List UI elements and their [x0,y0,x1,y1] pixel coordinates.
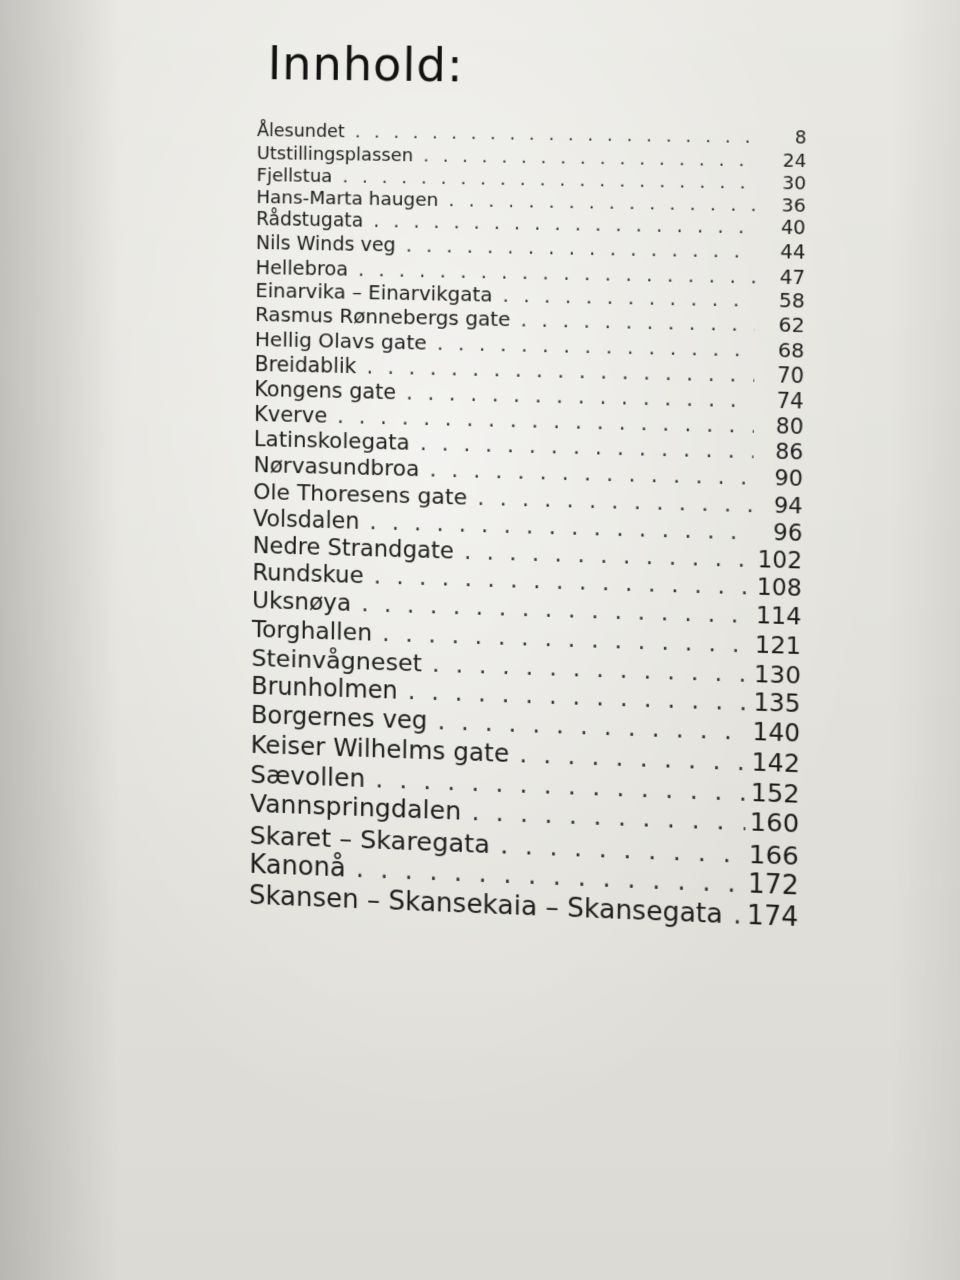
toc-entry-page-number: 70 [777,362,805,388]
toc-entry-label: Kverve [253,401,328,428]
toc-entry-page-number: 8 [794,128,807,149]
toc-entry-label: Torghallen [251,615,373,648]
toc-entry-page-number: 90 [774,466,804,493]
toc-entry-label: Rasmus Rønnebergs gate [255,302,511,332]
toc-entry-label: Utstillingsplassen [256,142,414,166]
toc-entry-page-number: 58 [778,288,805,313]
page-shadow-right [890,0,960,1280]
toc-entry-label: Volsdalen [252,505,360,535]
toc-entry-label: Breidablik [254,351,357,379]
toc-entry-label: Vannspringdalen [249,789,462,827]
toc-entry-page-number: 96 [772,519,803,548]
toc-entry-page-number: 86 [775,439,804,466]
toc-entry-label: Nørvasundbroa [253,453,420,483]
toc-entry-page-number: 47 [779,264,806,289]
toc-dot-leader [733,901,743,931]
toc-entry-page-number: 121 [754,630,802,661]
toc-entry-page-number: 24 [782,149,807,172]
toc-list [249,122,807,933]
table-of-contents [248,36,808,935]
toc-entry-label: Fjellstua [256,164,333,187]
toc-entry-label: Kongens gate [254,376,397,404]
toc-dot-leader [502,285,755,312]
toc-entry-page-number: 44 [780,241,806,265]
toc-entry-label: Hellebroa [255,255,349,281]
toc-entry-label: Ole Thoresens gate [253,479,468,511]
page-shadow-left [0,0,120,1280]
toc-entry-page-number: 172 [747,869,799,902]
toc-entry-label: Latinskolegata [253,427,410,457]
toc-entry-label: Einarvika – Einarvikgata [255,279,493,307]
toc-entry-label: Skaret – Skaregata [249,819,491,859]
toc-entry-label: Skansen – Skansekaia – Skansegata [248,880,723,930]
toc-entry-label: Rundskue [252,559,364,590]
toc-entry-label: Kanonå [249,849,346,884]
toc-entry-page-number: 114 [755,602,802,631]
toc-entry-page-number: 108 [756,574,802,603]
toc-entry-page-number: 94 [773,492,803,520]
toc-entry-label: Hellig Olavs gate [254,327,427,355]
toc-entry-label: Ålesundet [256,120,345,143]
toc-dot-leader [448,191,756,217]
toc-dot-leader [355,123,757,148]
page-title: Innhold: [267,36,464,93]
toc-entry-page-number: 40 [780,217,806,240]
toc-entry-label: Rådstugata [256,209,364,233]
toc-entry-page-number: 140 [752,717,801,748]
toc-entry-page-number: 174 [746,900,799,933]
toc-entry-page-number: 36 [781,194,806,217]
toc-entry-page-number: 152 [750,777,800,809]
toc-entry-page-number: 80 [775,413,804,440]
toc-entry-page-number: 166 [748,838,800,871]
toc-entry-label: Nils Winds veg [255,232,396,257]
toc-dot-leader [521,309,756,336]
toc-entry-label: Nedre Strandgate [252,532,455,565]
toc-entry-page-number: 142 [751,747,801,779]
toc-entry-page-number: 130 [753,659,802,690]
toc-dot-leader [423,146,757,171]
toc-entry-label: Hans-Marta haugen [256,186,439,211]
toc-entry-label: Steinvågneset [251,643,423,677]
toc-entry-page-number: 160 [749,807,800,839]
toc-entry-page-number: 135 [753,688,801,719]
toc-entry-page-number: 74 [776,388,804,414]
toc-entry-label: Sævollen [250,759,366,793]
toc-entry-page-number: 68 [777,337,805,363]
toc-entry-label: Uksnøya [252,587,352,617]
toc-entry-label: Brunholmen [251,671,398,705]
toc-entry-page-number: 62 [778,313,805,338]
toc-entry-label: Borgernes veg [250,700,428,735]
toc-entry-page-number: 30 [782,172,807,195]
toc-entry-page-number: 102 [757,546,803,575]
toc-entry-label: Keiser Wilhelms gate [250,729,510,769]
